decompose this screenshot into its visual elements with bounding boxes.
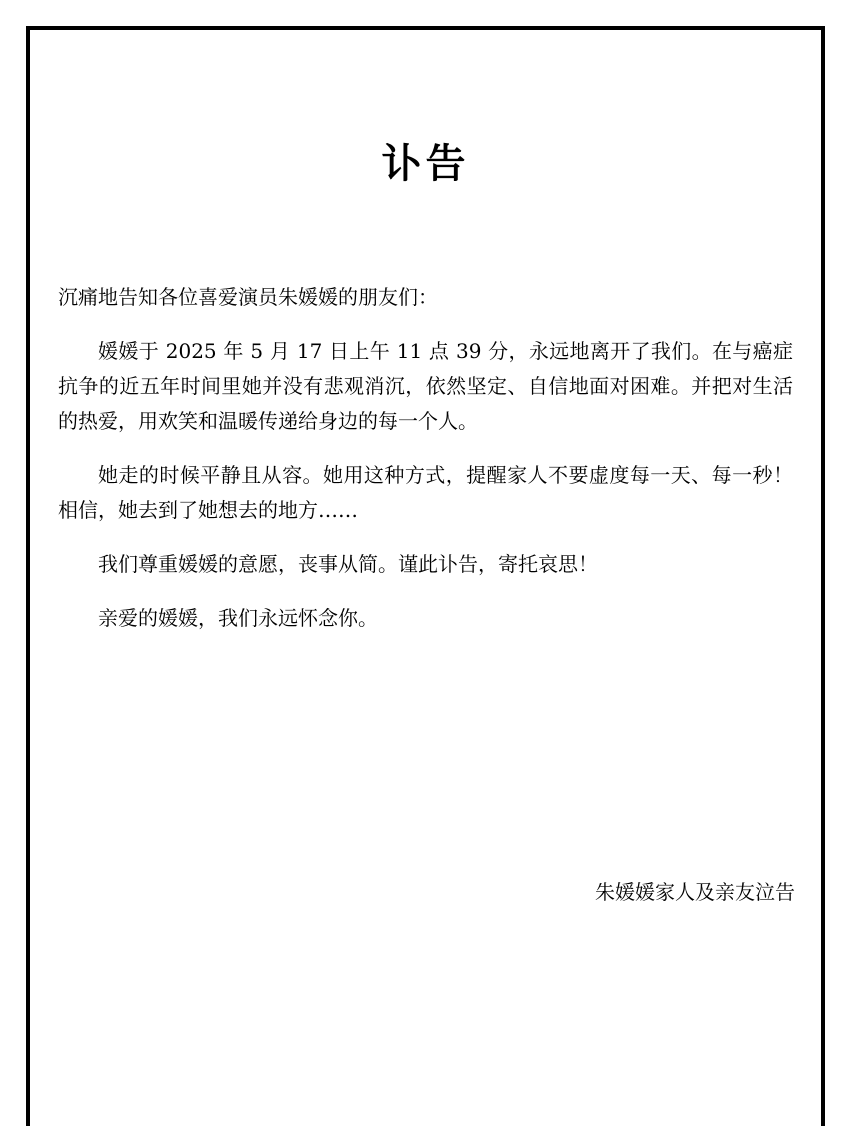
- paragraph-remembrance: 亲爱的媛媛，我们永远怀念你。: [98, 606, 378, 630]
- paragraph-passing: 媛媛于 2025 年 5 月 17 日上午 11 点 39 分，永远地离开了我们。在与癌症抗争的近五年时间里她并没有悲观消沉，依然坚定、自信地面对困难。并把对生活的热爱，用欢笑和温暖传递给身边的每一个人。: [58, 339, 793, 433]
- salutation: 沉痛地告知各位喜爱演员朱媛媛的朋友们：: [58, 285, 438, 309]
- page-title: 讣告: [381, 141, 470, 187]
- obituary-page: [26, 26, 825, 1126]
- paragraph-wishes: 我们尊重媛媛的意愿，丧事从简。谨此讣告，寄托哀思！: [98, 552, 598, 576]
- paragraph-peaceful: 她走的时候平静且从容。她用这种方式，提醒家人不要虚度每一天、每一秒！相信，她去到了她想去的地方……: [58, 463, 793, 522]
- obituary-body: [58, 280, 793, 655]
- signature: 朱媛媛家人及亲友泣告: [595, 880, 795, 904]
